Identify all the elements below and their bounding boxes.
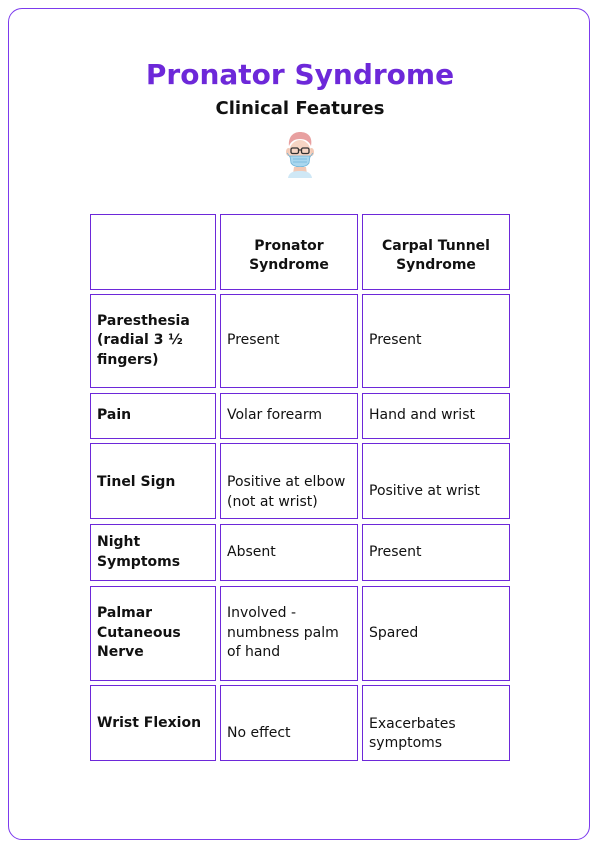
table-cell — [220, 443, 358, 519]
table-row-label — [90, 294, 216, 388]
header-corner-cell — [90, 214, 216, 290]
carpal-night-value: Present — [369, 543, 422, 560]
table-cell — [362, 443, 510, 519]
pronator-night-value: Absent — [227, 543, 276, 560]
carpal-pain-value: Hand and wrist — [369, 407, 475, 424]
table-row-label — [90, 524, 216, 581]
row-label-tinel-sign: Tinel Sign — [97, 474, 176, 490]
table-cell — [362, 685, 510, 761]
table-row-label — [90, 685, 216, 761]
pronator-wrist-value: No effect — [227, 724, 291, 741]
table-cell — [220, 393, 358, 439]
row-label-pain: Pain — [97, 407, 132, 424]
header-pronator-label: Pronator Syndrome — [249, 237, 329, 273]
header-carpal-cell — [362, 214, 510, 290]
row-label-paresthesia: Paresthesia (radial 3 ½ fingers) — [97, 312, 190, 368]
pronator-pain-value: Volar forearm — [227, 407, 323, 424]
pronator-tinel-value: Positive at elbow (not at wrist) — [227, 474, 346, 510]
header-carpal-label: Carpal Tunnel Syndrome — [382, 237, 490, 273]
table-cell — [362, 524, 510, 581]
table-row-label — [90, 586, 216, 681]
table-cell — [362, 586, 510, 681]
table-row-label — [90, 393, 216, 439]
table-cell — [220, 685, 358, 761]
page-subtitle: Clinical Features — [215, 98, 385, 119]
row-label-wrist-flexion: Wrist Flexion — [97, 715, 202, 731]
carpal-palmar-value: Spared — [369, 624, 419, 641]
carpal-wrist-value: Exacerbates symptoms — [369, 715, 456, 751]
table-cell — [220, 294, 358, 388]
table-row-label — [90, 443, 216, 519]
table-cell — [220, 586, 358, 681]
carpal-tinel-value: Positive at wrist — [369, 482, 480, 499]
row-label-night-symptoms: Night Symptoms — [97, 534, 181, 570]
carpal-paresthesia-value: Present — [369, 332, 422, 349]
doctor-avatar-icon — [280, 130, 320, 178]
header-pronator-cell — [220, 214, 358, 290]
table-cell — [220, 524, 358, 581]
pronator-palmar-value: Involved - numbness palm of hand — [227, 605, 339, 661]
pronator-paresthesia-value: Present — [227, 332, 280, 349]
table-cell — [362, 393, 510, 439]
table-cell — [362, 294, 510, 388]
page-title: Pronator Syndrome — [145, 58, 455, 91]
row-label-palmar-cutaneous: Palmar Cutaneous Nerve — [97, 605, 181, 661]
